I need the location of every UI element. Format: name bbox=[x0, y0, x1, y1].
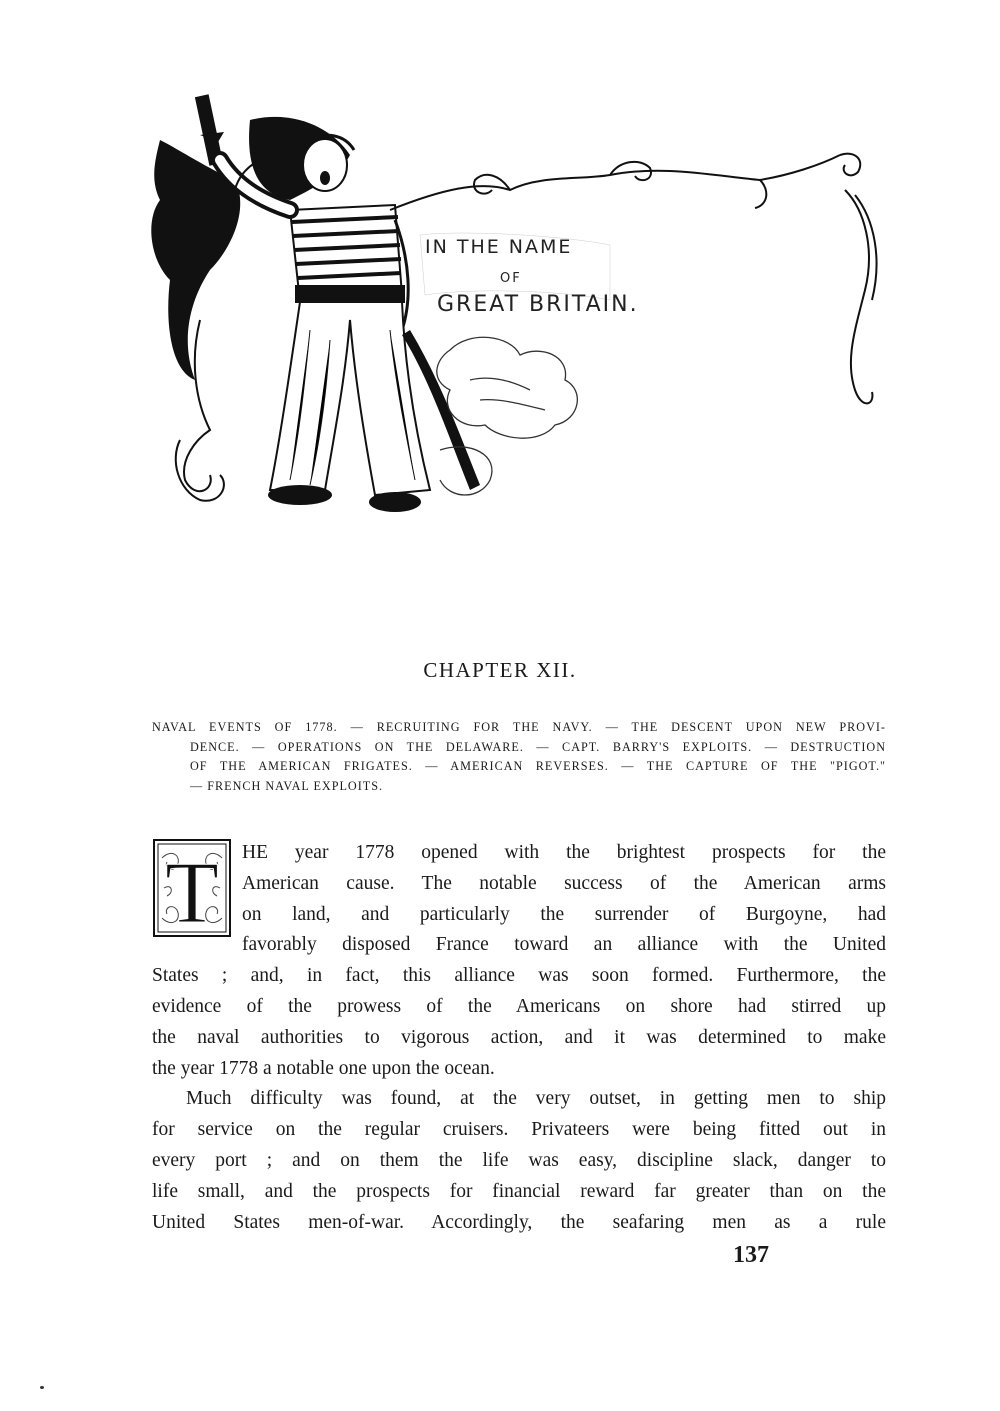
banner-title-line-3: GREAT BRITAIN. bbox=[437, 292, 639, 317]
body-line: evidence of the prowess of the Americans on shore had stirred up bbox=[152, 995, 886, 1017]
synopsis-line: NAVAL EVENTS OF 1778. — RECRUITING FOR THE NAVY. — THE DESCENT UPON NEW PROVI- bbox=[152, 720, 886, 734]
synopsis-line: DENCE. — OPERATIONS ON THE DELAWARE. — CAPT. BARRY'S EXPLOITS. — DESTRUCTION bbox=[190, 739, 886, 754]
body-line: every port ; and on them the life was easy, discipline slack, danger to bbox=[152, 1149, 886, 1171]
body-text bbox=[152, 838, 886, 1238]
synopsis-line: — FRENCH NAVAL EXPLOITS. bbox=[190, 778, 384, 793]
body-line: HE year 1778 opened with the brightest prospects for the bbox=[242, 842, 886, 863]
banner-title-line-2: OF bbox=[500, 271, 522, 286]
smoke-clouds bbox=[437, 337, 578, 495]
body-line: favorably disposed France toward an alliance with the United bbox=[242, 934, 886, 956]
body-line: States ; and, in fact, this alliance was soon formed. Furthermore, the bbox=[152, 965, 886, 987]
page-number: 137 bbox=[733, 1242, 769, 1268]
chapter-title: CHAPTER XII. bbox=[423, 658, 577, 682]
drop-cap-letter: T bbox=[165, 845, 219, 938]
body-line: the year 1778 a notable one upon the ocean. bbox=[152, 1057, 495, 1079]
body-line: United States men-of-war. Accordingly, the seafaring men as a rule bbox=[152, 1211, 886, 1233]
body-line: on land, and particularly the surrender of Burgoyne, had bbox=[242, 903, 886, 925]
scan-speck bbox=[40, 1386, 44, 1389]
belt bbox=[295, 285, 405, 303]
synopsis-line: OF THE AMERICAN FRIGATES. — AMERICAN REVERSES. — THE CAPTURE OF THE "PIGOT." bbox=[190, 759, 886, 773]
chapter-synopsis bbox=[152, 718, 886, 796]
body-line: American cause. The notable success of the American arms bbox=[242, 872, 886, 894]
trousers bbox=[270, 302, 430, 495]
body-line: Much difficulty was found, at the very outset, in getting men to ship bbox=[186, 1088, 886, 1110]
banner-title-line-1: IN THE NAME bbox=[425, 236, 573, 258]
body-line: life small, and the prospects for financial reward far greater than on the bbox=[152, 1180, 886, 1202]
body-line: for service on the regular cruisers. Privateers were being fitted out in bbox=[152, 1119, 886, 1141]
body-line: the naval authorities to vigorous action, and it was determined to make bbox=[152, 1026, 886, 1048]
